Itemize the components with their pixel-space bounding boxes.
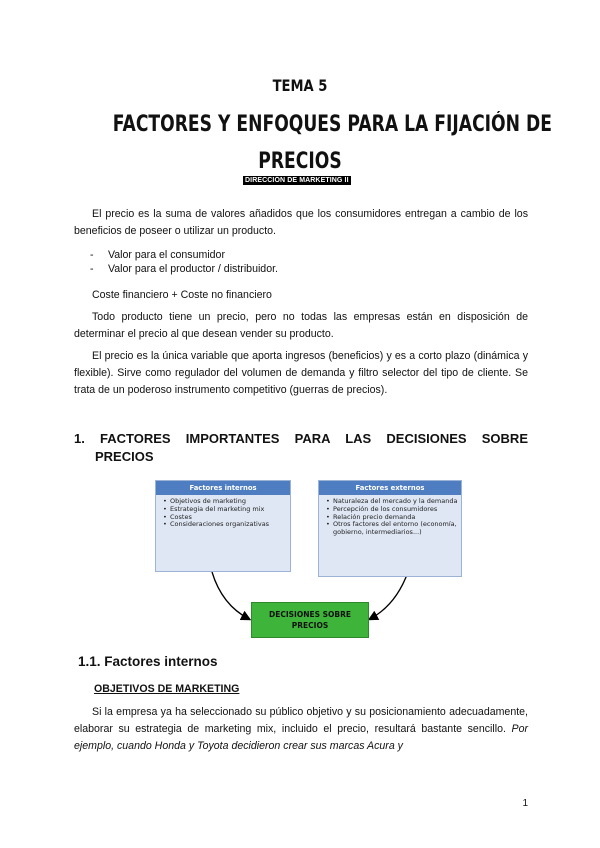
- subsection-heading: 1.1. Factores internos: [78, 654, 218, 669]
- section-heading: 1. FACTORES IMPORTANTES PARA LAS DECISIONES SOBRE: [74, 431, 528, 446]
- paragraph-text: Si la empresa ya ha seleccionado su público objetivo y su posicionamiento adecuadamente, elaborar su estrategia de marketing mix, incluido el precio, resultará bastante sencillo.: [74, 706, 528, 735]
- list-item-text: Valor para el productor / distribuidor.: [108, 263, 278, 275]
- topic-number: TEMA 5: [272, 76, 328, 95]
- list-item: • Objetivos de marketing: [170, 498, 290, 506]
- title-line-2: PRECIOS: [258, 149, 342, 174]
- intro-paragraph-3: Todo producto tiene un precio, pero no todas las empresas están en disposición de determinar el precio al que desean vender su producto.: [74, 311, 528, 340]
- internal-factors-box: [155, 480, 291, 572]
- list-item: • Naturaleza del mercado y la demanda: [333, 498, 461, 506]
- subsubsection-heading: OBJETIVOS DE MARKETING: [94, 683, 240, 695]
- internal-factors-list: [156, 498, 290, 529]
- list-item: • Relación precio demanda: [333, 514, 461, 522]
- intro-paragraph-4: El precio es la única variable que aporta ingresos (beneficios) y es a corto plazo (dinámica y flexible). Sirve como regulador del volumen de demanda y filtro selector del tipo de cliente. Se trata de un poderoso instrumento competitivo (guerras de precios).: [74, 350, 528, 396]
- bullet-marker: -: [90, 263, 94, 275]
- intro-paragraph-1: El precio es la suma de valores añadidos que los consumidores entregan a cambio de los beneficios de poseer o utilizar un producto.: [74, 208, 528, 237]
- internal-factors-title: Factores internos: [156, 481, 290, 495]
- external-factors-list: [319, 498, 461, 537]
- arrow-internal-to-decision: [212, 572, 249, 619]
- list-item: • Otros factores del entorno (economía, gobierno, intermediarios...): [333, 521, 461, 537]
- list-item-text: Valor para el consumidor: [108, 249, 225, 261]
- list-item: • Costes: [170, 514, 290, 522]
- section-heading-line-2: PRECIOS: [95, 449, 154, 464]
- paragraph-example-text: Por ejemplo, cuando Honda y Toyota decidieron crear sus marcas Acura y: [74, 723, 528, 752]
- list-item: • Percepción de los consumidores: [333, 506, 461, 514]
- list-item: • Consideraciones organizativas: [170, 521, 290, 529]
- bullet-marker: -: [90, 249, 94, 261]
- title-line-1: FACTORES Y ENFOQUES PARA LA FIJACIÓN DE: [112, 112, 552, 137]
- external-factors-box: [318, 480, 462, 577]
- list-item: • Estrategia del marketing mix: [170, 506, 290, 514]
- page-number: 1: [522, 798, 528, 809]
- intro-paragraph-2: Coste financiero + Coste no financiero: [92, 289, 272, 301]
- external-factors-title: Factores externos: [319, 481, 461, 495]
- decision-line-1: DECISIONES SOBRE: [268, 610, 352, 619]
- decision-line-2: PRECIOS: [291, 621, 329, 630]
- price-decisions-box: [251, 602, 369, 638]
- subject-label: DIRECCIÓN DE MARKETING II: [245, 177, 349, 184]
- arrow-external-to-decision: [370, 572, 408, 619]
- marketing-objectives-paragraph: [74, 704, 528, 755]
